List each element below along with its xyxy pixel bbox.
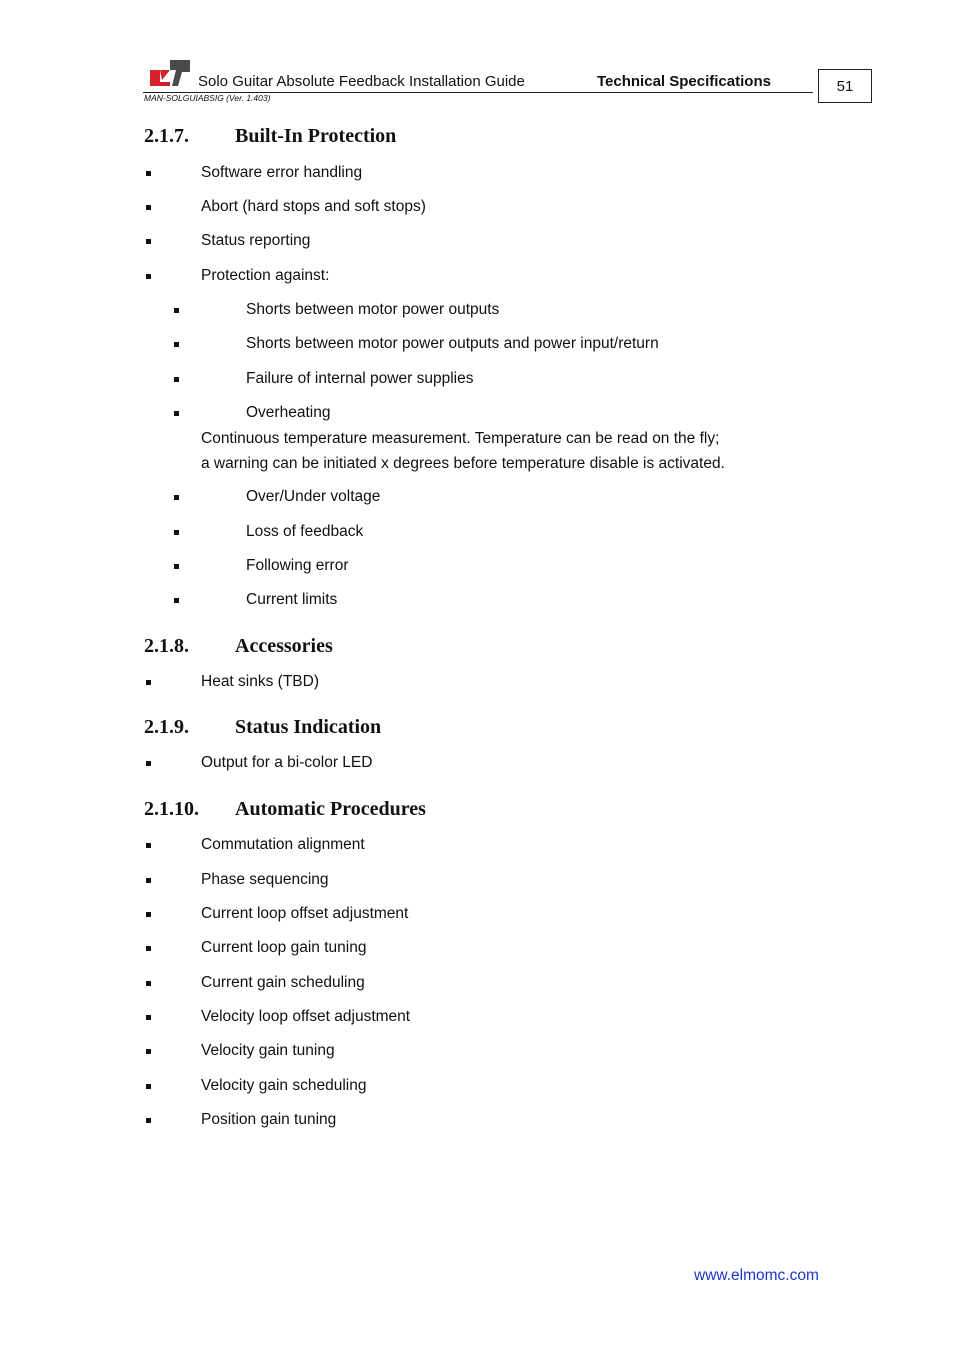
section-title: Technical Specifications xyxy=(597,73,771,90)
bullet-icon xyxy=(146,878,151,883)
heading-number: 2.1.8. xyxy=(144,635,189,657)
heading-built-in-protection xyxy=(144,125,396,148)
bullet-icon xyxy=(146,946,151,951)
bullet-icon xyxy=(146,1084,151,1089)
bullet-icon xyxy=(174,411,179,416)
list-item: Current loop gain tuning xyxy=(201,939,366,957)
heading-text: Automatic Procedures xyxy=(235,798,426,820)
sub-list-item: Over/Under voltage xyxy=(246,488,380,506)
bullet-icon xyxy=(146,1118,151,1123)
list-item: Abort (hard stops and soft stops) xyxy=(201,198,426,216)
list-item: Current gain scheduling xyxy=(201,974,365,992)
list-item: Output for a bi-color LED xyxy=(201,754,372,772)
heading-text: Built-In Protection xyxy=(235,125,397,147)
sub-list-item: Current limits xyxy=(246,591,337,609)
list-item: Commutation alignment xyxy=(201,836,365,854)
bullet-icon xyxy=(146,680,151,685)
page-number xyxy=(818,69,872,103)
bullet-icon xyxy=(174,308,179,313)
list-item: Software error handling xyxy=(201,164,362,182)
list-item: Status reporting xyxy=(201,232,310,250)
bullet-icon xyxy=(146,171,151,176)
bullet-icon xyxy=(174,377,179,382)
heading-status-indication xyxy=(144,716,381,739)
bullet-icon xyxy=(146,239,151,244)
list-item: Velocity gain scheduling xyxy=(201,1077,366,1095)
bullet-icon xyxy=(146,1015,151,1020)
heading-number: 2.1.10. xyxy=(144,798,199,820)
bullet-icon xyxy=(174,530,179,535)
footer-website-link[interactable]: www.elmomc.com xyxy=(694,1267,819,1284)
bullet-icon xyxy=(174,598,179,603)
sub-list-item: Loss of feedback xyxy=(246,523,363,541)
list-item: Velocity loop offset adjustment xyxy=(201,1008,410,1026)
bullet-icon xyxy=(174,495,179,500)
sub-list-item: Following error xyxy=(246,557,349,575)
sub-list-item: Overheating xyxy=(246,404,330,422)
document-title: Solo Guitar Absolute Feedback Installation Guide xyxy=(198,73,525,90)
bullet-icon xyxy=(174,342,179,347)
note-line: a warning can be initiated x degrees before temperature disable is activated. xyxy=(201,455,725,472)
list-item: Protection against: xyxy=(201,267,329,285)
document-id: MAN-SOLGUIABSIG (Ver. 1.403) xyxy=(144,93,271,103)
sub-list-item: Shorts between motor power outputs xyxy=(246,301,499,319)
sub-list-item: Shorts between motor power outputs and power input/return xyxy=(246,335,659,353)
bullet-icon xyxy=(146,981,151,986)
overheating-note xyxy=(201,426,725,476)
list-item: Heat sinks (TBD) xyxy=(201,673,319,691)
heading-number: 2.1.9. xyxy=(144,716,189,738)
sub-list-item: Failure of internal power supplies xyxy=(246,370,473,388)
heading-accessories xyxy=(144,635,333,658)
heading-text: Accessories xyxy=(235,635,333,657)
page-number-text: 51 xyxy=(836,77,854,95)
elmo-logo xyxy=(148,58,192,88)
list-item: Current loop offset adjustment xyxy=(201,905,408,923)
bullet-icon xyxy=(174,564,179,569)
note-line: Continuous temperature measurement. Temperature can be read on the fly; xyxy=(201,430,720,447)
list-item: Velocity gain tuning xyxy=(201,1042,335,1060)
bullet-icon xyxy=(146,912,151,917)
list-item: Phase sequencing xyxy=(201,871,329,889)
list-item: Position gain tuning xyxy=(201,1111,336,1129)
bullet-icon xyxy=(146,205,151,210)
bullet-icon xyxy=(146,761,151,766)
heading-automatic-procedures xyxy=(144,798,426,821)
bullet-icon xyxy=(146,1049,151,1054)
bullet-icon xyxy=(146,274,151,279)
bullet-icon xyxy=(146,843,151,848)
heading-number: 2.1.7. xyxy=(144,125,189,147)
heading-text: Status Indication xyxy=(235,716,382,738)
